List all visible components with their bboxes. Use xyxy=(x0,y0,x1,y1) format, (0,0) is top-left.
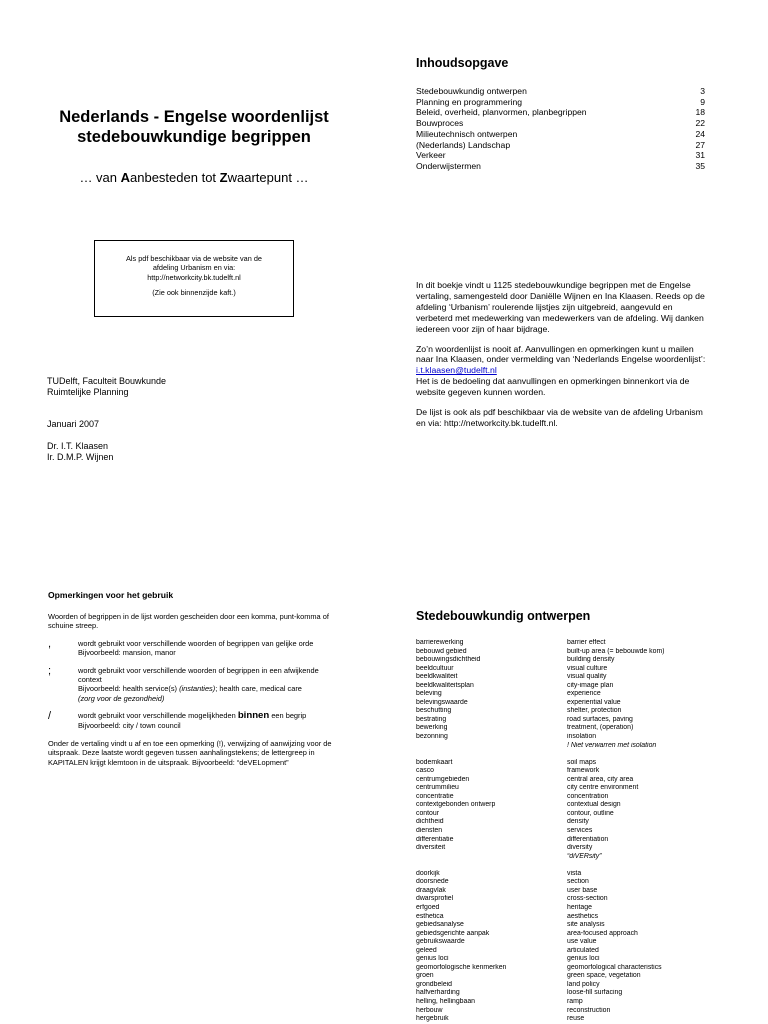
toc-item-page: 3 xyxy=(700,86,705,96)
wordlist-row xyxy=(416,690,716,699)
dutch-term: bewerking xyxy=(416,724,448,732)
dutch-term: helling, hellingbaan xyxy=(416,997,476,1005)
toc-item[interactable] xyxy=(416,161,705,172)
english-term: user base xyxy=(567,886,598,894)
wordlist-row xyxy=(416,810,716,819)
slash-desc xyxy=(78,711,340,720)
english-term: barrier effect xyxy=(567,639,606,646)
english-term: contextual design xyxy=(567,801,621,809)
english-term: articulated xyxy=(567,946,599,954)
wordlist-row xyxy=(416,870,716,879)
dutch-term: bebouwd gebied xyxy=(416,647,467,655)
slash-desc-pre: wordt gebruikt voor verschillende mogelijkheden xyxy=(78,711,238,721)
dutch-term: herbouw xyxy=(416,1006,443,1014)
subtitle-mid: anbesteden tot xyxy=(130,170,220,185)
intro-p2-text: Zo’n woordenlijst is nooit af. Aanvullingen en opmerkingen kunt u mailen naar Ina Klaasen, onder vermelding van ‘Nederlands Engelse woordenlijst’: xyxy=(416,343,706,365)
wordlist-row xyxy=(416,682,716,691)
english-term: aesthetics xyxy=(567,912,599,920)
english-term: diversity xyxy=(567,844,593,852)
semicolon-symbol: ; xyxy=(48,664,52,677)
wordlist-row xyxy=(416,913,716,922)
english-term: framework xyxy=(567,767,600,775)
toc-item-page: 35 xyxy=(695,160,705,171)
wordlist-row xyxy=(416,1015,716,1024)
toc-item-page: 27 xyxy=(695,139,705,150)
english-term: differentiation xyxy=(567,835,609,843)
english-term: road surfaces, paving xyxy=(567,715,633,723)
dutch-term: belevingswaarde xyxy=(416,698,468,706)
english-term: contour, outline xyxy=(567,809,614,817)
dutch-term: differentiatie xyxy=(416,835,454,843)
dutch-term: geomorfologische kenmerken xyxy=(416,963,507,971)
translation-note: ! Niet verwarren met isolation xyxy=(567,741,657,749)
wordlist-row xyxy=(416,742,716,751)
wordlist xyxy=(416,639,716,1024)
english-term: central area, city area xyxy=(567,775,634,783)
usage-slash xyxy=(48,711,340,730)
dutch-term: geleed xyxy=(416,946,437,954)
semicolon-note-italic: (zorg voor de gezondheid) xyxy=(78,693,165,703)
intro-p2-rest: Het is de bedoeling dat aanvullingen en opmerkingen binnenkort via de website gegeven kunnen worden. xyxy=(416,376,690,398)
semicolon-example-post: ; health care, medical care xyxy=(215,684,302,694)
english-term: soil maps xyxy=(567,758,597,766)
toc-item-label: Beleid, overheid, planvormen, planbegrippen xyxy=(416,107,587,118)
institution-line-2: Ruimtelijke Planning xyxy=(47,387,129,397)
slash-symbol: / xyxy=(48,710,52,723)
wordlist-row xyxy=(416,972,716,981)
english-term: visual culture xyxy=(567,664,608,672)
dutch-term: contour xyxy=(416,809,439,817)
comma-symbol: , xyxy=(48,637,52,650)
title-line-1: Nederlands - Engelse woordenlijst xyxy=(59,108,329,126)
author-2: Ir. D.M.P. Wijnen xyxy=(47,452,114,462)
document-title xyxy=(28,107,360,147)
dutch-term: beleving xyxy=(416,690,442,698)
usage-title: Opmerkingen voor het gebruik xyxy=(48,590,174,600)
dutch-term: concentratie xyxy=(416,792,454,800)
wordlist-row xyxy=(416,853,716,862)
english-term: genius loci xyxy=(567,955,600,963)
toc-item-label: Onderwijstermen xyxy=(416,160,481,171)
title-line-2: stedebouwkundige begrippen xyxy=(77,128,311,146)
english-term: land policy xyxy=(567,980,600,988)
english-term: concentration xyxy=(567,792,609,800)
toc-item-label: (Nederlands) Landschap xyxy=(416,139,511,150)
author-1: Dr. I.T. Klaasen xyxy=(47,441,109,451)
dutch-term: halfverharding xyxy=(416,989,460,997)
dutch-term: dichtheid xyxy=(416,818,444,826)
wordlist-row xyxy=(416,793,716,802)
usage-intro: Woorden of begrippen in de lijst worden gescheiden door een komma, punt-komma of schuine streep. xyxy=(48,612,329,631)
toc-item-label: Bouwproces xyxy=(416,118,464,129)
semicolon-desc: wordt gebruikt voor verschillende woorden of begrippen in een afwijkende context xyxy=(78,665,319,685)
wordlist-row xyxy=(416,930,716,939)
email-link[interactable]: i.t.klaasen@tudelft.nl xyxy=(416,365,497,376)
toc-item-label: Milieutechnisch ontwerpen xyxy=(416,128,518,139)
intro-paragraph-2 xyxy=(416,344,706,399)
dutch-term: centrumgebieden xyxy=(416,775,470,783)
usage-comma xyxy=(48,639,340,658)
toc-item[interactable] xyxy=(416,118,705,129)
toc-item[interactable] xyxy=(416,140,705,151)
wordlist-group-gap xyxy=(416,750,716,759)
wordlist-row xyxy=(416,938,716,947)
dutch-term: centrummilieu xyxy=(416,784,459,792)
wordlist-row xyxy=(416,801,716,810)
wordlist-row xyxy=(416,989,716,998)
wordlist-row xyxy=(416,656,716,665)
dutch-term: bebouwingsdichtheid xyxy=(416,656,481,664)
institution xyxy=(47,376,166,398)
dutch-term: groen xyxy=(416,972,434,980)
translation-note: “diVERsity” xyxy=(567,852,602,860)
dutch-term: contextgebonden ontwerp xyxy=(416,801,496,809)
dutch-term: diversiteit xyxy=(416,844,446,852)
publication-date: Januari 2007 xyxy=(47,419,100,429)
english-term: city centre environment xyxy=(567,784,639,792)
wordlist-row xyxy=(416,784,716,793)
semicolon-example-italic: (instanties) xyxy=(179,684,216,694)
authors xyxy=(47,441,113,463)
subtitle-bold-a: A xyxy=(120,170,131,185)
wordlist-row xyxy=(416,733,716,742)
english-term: loose-fill surfacing xyxy=(567,989,623,997)
wordlist-group-gap xyxy=(416,861,716,870)
pdf-box-note: (Zie ook binnenzijde kaft.) xyxy=(152,287,236,297)
wordlist-row xyxy=(416,673,716,682)
dutch-term: casco xyxy=(416,767,435,775)
dutch-term: gebiedsgerichte aanpak xyxy=(416,929,490,937)
toc-item[interactable] xyxy=(416,150,705,161)
toc-item-label: Planning en programmering xyxy=(416,96,523,107)
pdf-box-line-2: afdeling Urbanism en via: xyxy=(152,263,236,273)
dutch-term: doorkijk xyxy=(416,869,440,877)
wordlist-row xyxy=(416,724,716,733)
wordlist-row xyxy=(416,878,716,887)
dutch-term: erfgoed xyxy=(416,903,440,911)
wordlist-row xyxy=(416,895,716,904)
slash-desc-post: een begrip xyxy=(269,711,307,721)
dutch-term: grondbeleid xyxy=(416,980,453,988)
wordlist-row xyxy=(416,716,716,725)
wordlist-row xyxy=(416,665,716,674)
wordlist-row xyxy=(416,904,716,913)
dutch-term: bezonning xyxy=(416,733,448,741)
dutch-term: bodemkaart xyxy=(416,758,453,766)
dutch-term xyxy=(416,742,567,751)
english-term: visual quality xyxy=(567,673,607,681)
dutch-term: diensten xyxy=(416,827,443,835)
dutch-term: beeldkwaliteit xyxy=(416,673,458,681)
toc-item[interactable] xyxy=(416,97,705,108)
english-term: site analysis xyxy=(567,921,605,929)
institution-line-1: TUDelft, Faculteit Bouwkunde xyxy=(47,376,167,386)
english-term: building density xyxy=(567,656,615,664)
toc-item[interactable] xyxy=(416,86,705,97)
dutch-term: esthetica xyxy=(416,912,444,920)
toc-item-page: 18 xyxy=(695,107,705,118)
semicolon-example xyxy=(78,684,340,693)
wordlist-row xyxy=(416,998,716,1007)
dutch-term: bestrating xyxy=(416,715,447,723)
english-term: area-focused approach xyxy=(567,929,638,937)
pdf-box-line-1: Als pdf beschikbaar via de website van de xyxy=(126,254,262,263)
english-term: treatment, (operation) xyxy=(567,724,634,732)
english-term: insolation xyxy=(567,733,597,741)
english-term: green space, vegetation xyxy=(567,972,641,980)
pdf-availability-box xyxy=(94,240,294,317)
toc-item-page: 24 xyxy=(695,128,705,139)
wordlist-row xyxy=(416,639,716,648)
wordlist-row xyxy=(416,776,716,785)
table-of-contents xyxy=(416,86,705,172)
english-term: built-up area (= bebouwde kom) xyxy=(567,647,665,655)
english-term: city-image plan xyxy=(567,681,614,689)
intro-paragraph-3: De lijst is ook als pdf beschikbaar via de website van de afdeling Urbanism en via: http://networkcity.bk.tudelft.nl. xyxy=(416,407,703,428)
dutch-term: beeldcultuur xyxy=(416,664,454,672)
semicolon-example-note xyxy=(78,694,340,703)
english-term: experiential value xyxy=(567,698,621,706)
toc-item-page: 9 xyxy=(700,96,705,107)
english-term: density xyxy=(567,818,589,826)
english-term: use value xyxy=(567,938,597,946)
pdf-box-url: http://networkcity.bk.tudelft.nl xyxy=(147,272,241,282)
toc-item-label: Stedebouwkundig ontwerpen xyxy=(416,86,527,96)
wordlist-row xyxy=(416,1007,716,1016)
wordlist-row xyxy=(416,759,716,768)
english-term: reuse xyxy=(567,1015,585,1023)
english-term: geomorfological characteristics xyxy=(567,963,662,971)
subtitle-prefix: … van xyxy=(79,170,121,185)
usage-notes xyxy=(48,612,340,767)
wordlist-row xyxy=(416,844,716,853)
wordlist-row xyxy=(416,887,716,896)
english-term: cross-section xyxy=(567,895,608,903)
intro-paragraph-1: In dit boekje vindt u 1125 stedebouwkundige begrippen met de Engelse vertaling, samengesteld door Daniëlle Wijnen en Ina Klaasen. Reeds op de afdeling ‘Urbanism’ roulerende lijstjes zijn uitgebreid, aangevuld en verbeterd met medewerking van medewerkers van de afdeling. Wij danken iedereen voor zijn of haar bijdrage. xyxy=(416,280,705,334)
dutch-term xyxy=(416,853,567,862)
english-term: reconstruction xyxy=(567,1006,611,1014)
wordlist-row xyxy=(416,648,716,657)
toc-title: Inhoudsopgave xyxy=(416,56,509,70)
dutch-term: dwarsprofiel xyxy=(416,895,454,903)
toc-item-page: 22 xyxy=(695,118,705,129)
dutch-term: barrierewerking xyxy=(416,639,464,646)
english-term: heritage xyxy=(567,903,592,911)
toc-item-label: Verkeer xyxy=(416,150,446,161)
wordlist-row xyxy=(416,947,716,956)
usage-final-note: Onder de vertaling vindt u af en toe een opmerking (!), verwijzing of aanwijzing voor de uitspraak. Deze laatste wordt gegeven tussen aanhalingstekens; de lettergreep in KAPITALEN krijgt klemtoon in de uitspraak. Bijvoorbeeld: “deVELopment” xyxy=(48,739,332,767)
dutch-term: doorsnede xyxy=(416,878,449,886)
dutch-term: beeldkwaliteitsplan xyxy=(416,681,474,689)
wordlist-section-title: Stedebouwkundig ontwerpen xyxy=(416,609,591,623)
slash-example: Bijvoorbeeld: city / town council xyxy=(78,720,181,730)
subtitle-bold-z: Z xyxy=(219,170,228,185)
subtitle xyxy=(28,170,360,185)
wordlist-row xyxy=(416,836,716,845)
wordlist-row xyxy=(416,699,716,708)
usage-semicolon xyxy=(48,666,340,704)
wordlist-row xyxy=(416,921,716,930)
toc-item[interactable] xyxy=(416,107,705,118)
dutch-term: hergebruik xyxy=(416,1015,449,1023)
dutch-term: draagvlak xyxy=(416,886,446,894)
intro-text xyxy=(416,280,706,438)
dutch-term: gebruikswaarde xyxy=(416,938,465,946)
english-term: section xyxy=(567,878,589,886)
wordlist-row xyxy=(416,707,716,716)
english-term: ramp xyxy=(567,997,583,1005)
wordlist-row xyxy=(416,955,716,964)
wordlist-row xyxy=(416,964,716,973)
subtitle-suffix: waartepunt … xyxy=(227,170,309,185)
dutch-term: genius loci xyxy=(416,955,449,963)
wordlist-row xyxy=(416,767,716,776)
wordlist-row xyxy=(416,827,716,836)
toc-item-page: 31 xyxy=(695,150,705,161)
wordlist-row xyxy=(416,818,716,827)
comma-desc: wordt gebruikt voor verschillende woorden of begrippen van gelijke orde xyxy=(78,638,314,648)
dutch-term: gebiedsanalyse xyxy=(416,921,464,929)
english-term: shelter, protection xyxy=(567,707,622,715)
toc-item[interactable] xyxy=(416,129,705,140)
english-term: services xyxy=(567,827,593,835)
comma-example: Bijvoorbeeld: mansion, manor xyxy=(78,648,176,658)
semicolon-example-pre: Bijvoorbeeld: health service(s) xyxy=(78,684,180,694)
english-term: experience xyxy=(567,690,601,698)
dutch-term: beschutting xyxy=(416,707,452,715)
english-term: vista xyxy=(567,869,582,877)
wordlist-row xyxy=(416,981,716,990)
slash-desc-bold: binnen xyxy=(237,710,270,722)
